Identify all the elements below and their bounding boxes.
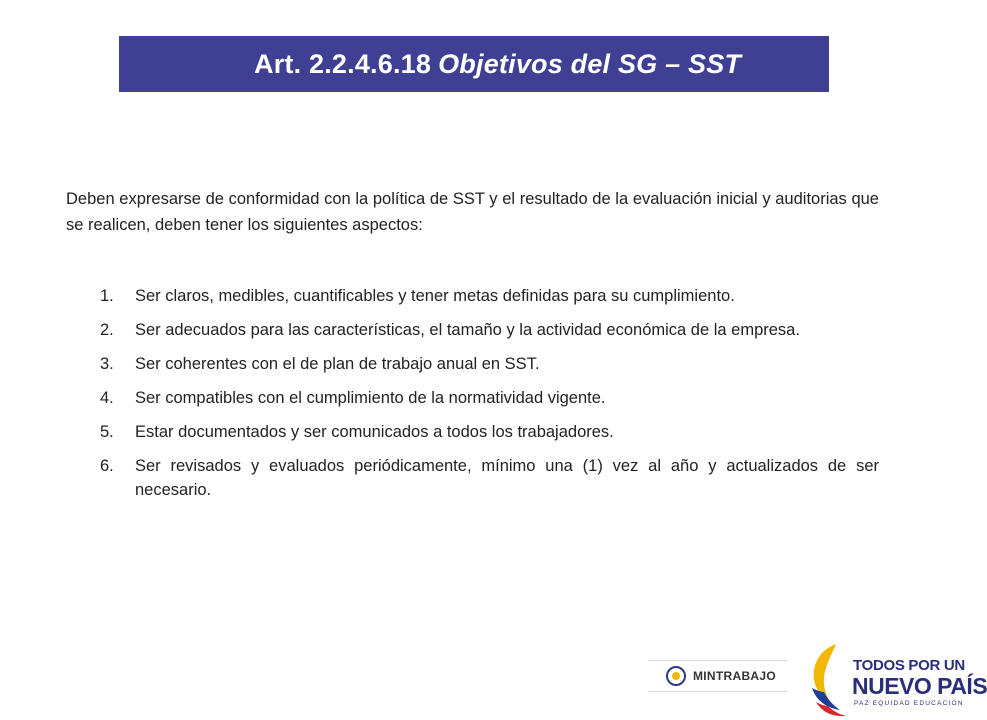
list-item	[100, 386, 879, 410]
list-item-number: 5.	[100, 423, 114, 441]
list-item	[100, 352, 879, 376]
slogan-line-2: NUEVO PAÍS	[852, 673, 987, 699]
list-item-number: 4.	[100, 389, 114, 407]
slogan-tagline: PAZ EQUIDAD EDUCACIÓN	[854, 700, 964, 707]
intro-paragraph: Deben expresarse de conformidad con la política de SST y el resultado de la evaluación inicial y auditorias que se realicen, deben tener los siguientes aspectos:	[66, 190, 879, 234]
article-number: Art. 2.2.4.6.18	[254, 48, 432, 79]
ministry-name: MINTRABAJO	[693, 669, 776, 683]
title-banner	[119, 36, 829, 92]
colombia-flag-icon	[806, 640, 854, 720]
list-item	[100, 284, 879, 308]
footer-logos	[0, 630, 987, 720]
mintrabajo-logo	[648, 660, 788, 692]
list-item-text: Ser claros, medibles, cuantificables y tener metas definidas para su cumplimiento.	[135, 287, 735, 305]
list-item-text: Ser coherentes con el de plan de trabajo anual en SST.	[135, 355, 540, 373]
list-item-text: Ser compatibles con el cumplimiento de la normatividad vigente.	[135, 389, 606, 407]
list-item-text: Ser adecuados para las características, el tamaño y la actividad económica de la empresa.	[135, 321, 800, 339]
coat-of-arms-icon	[666, 666, 686, 686]
list-item-text: Estar documentados y ser comunicados a todos los trabajadores.	[135, 423, 614, 441]
nuevo-pais-logo	[800, 640, 987, 720]
list-item-number: 6.	[100, 457, 114, 475]
list-item-number: 2.	[100, 321, 114, 339]
list-item-number: 3.	[100, 355, 114, 373]
list-item	[100, 454, 879, 502]
article-subject: Objetivos del SG – SST	[438, 48, 742, 79]
list-item	[100, 420, 879, 444]
list-item	[100, 318, 879, 342]
aspects-list	[100, 284, 879, 512]
list-item-number: 1.	[100, 287, 114, 305]
list-item-text: Ser revisados y evaluados periódicamente, mínimo una (1) vez al año y actualizados de ser necesario.	[135, 457, 879, 499]
slogan-line-1: TODOS POR UN	[853, 657, 965, 674]
